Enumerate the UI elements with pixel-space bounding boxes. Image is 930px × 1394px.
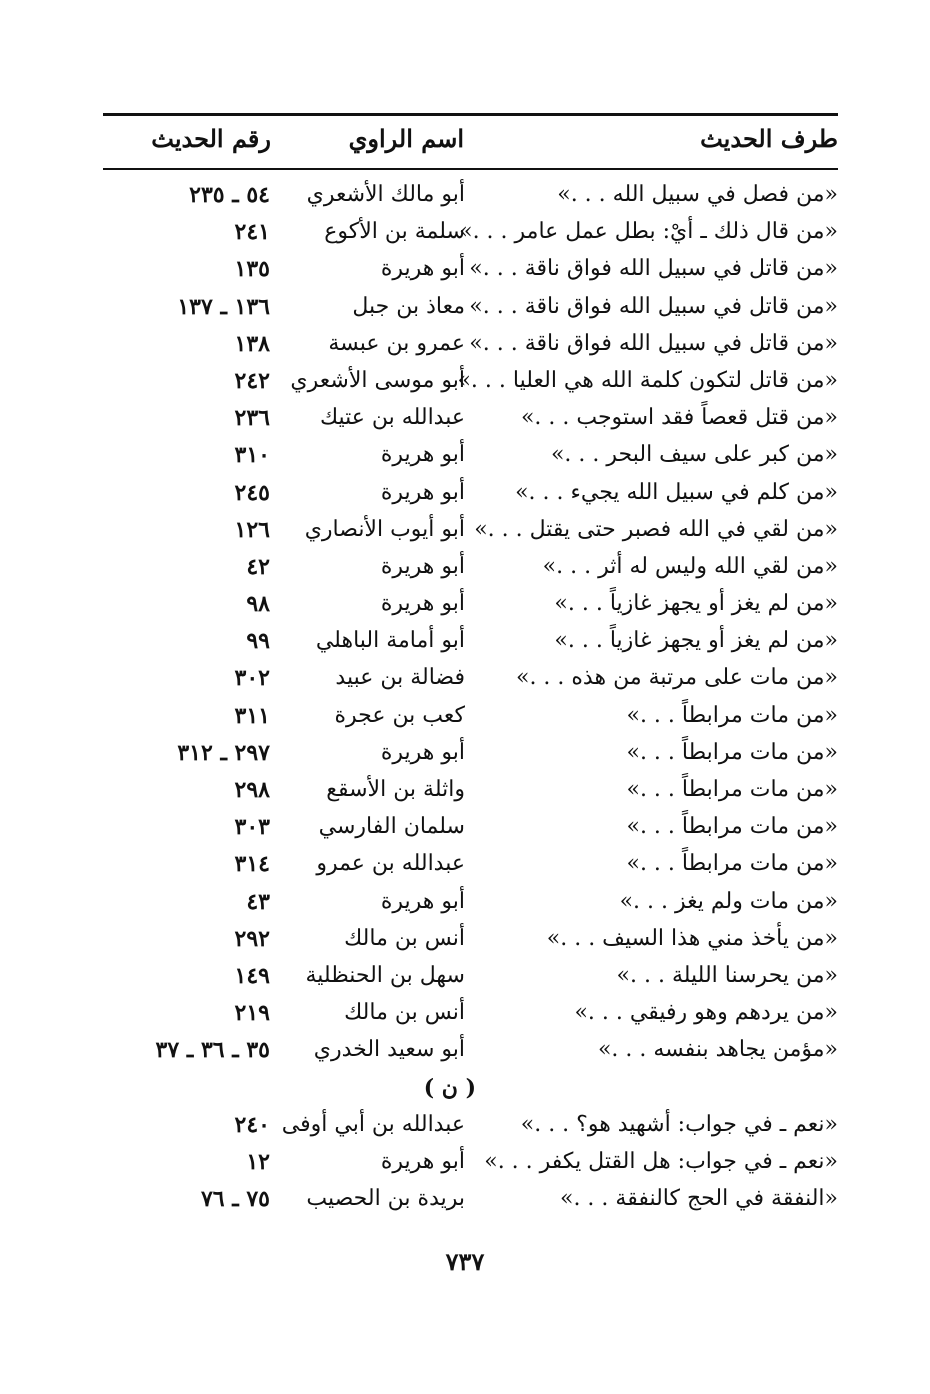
table-row [103,626,838,663]
narrator-name: أبو سعيد الخدري [313,1037,465,1063]
header-text-column: طرف الحديث [700,124,838,153]
table-row [103,254,838,291]
hadith-text: «من مات مرابطاً . . .» [626,777,838,802]
hadith-text: «من مات مرابطاً . . .» [626,814,838,840]
hadith-text: «من قاتل في سبيل الله فواق ناقة . . .» [469,256,838,282]
hadith-number: ٣٥ ـ ٣٦ ـ ٣٧ [155,1037,270,1064]
table-row [103,738,838,775]
narrator-name: أبو مالك الأشعري [306,182,465,207]
table-row [103,775,838,812]
narrator-name: عبدالله بن عتيك [319,405,465,431]
narrator-name: أبو هريرة [380,591,465,617]
table-row [103,1147,838,1184]
table-row [103,849,838,886]
table-row [103,998,838,1035]
narrator-name: معاذ بن جبل [352,293,465,319]
table-row [103,440,838,477]
hadith-number: ٣١٠ [234,442,270,469]
narrator-name: أبو أيوب الأنصاري [304,516,465,542]
hadith-number: ١٣٥ [234,256,270,283]
hadith-text: «مؤمن يجاهد بنفسه . . .» [597,1037,838,1063]
table-row [103,403,838,440]
hadith-number: ٢٤٢ [234,367,270,394]
header-narrator-column: اسم الراوي [348,124,464,153]
hadith-number: ٣١٤ [234,851,270,878]
hadith-number: ٩٨ [246,591,270,618]
hadith-number: ٢٩٢ [234,925,270,952]
hadith-text: «من قاتل في سبيل الله فواق ناقة . . .» [469,330,838,356]
table-row [103,1184,838,1221]
table-row [103,663,838,700]
hadith-text: «من لقي في الله فصبر حتى يقتل . . .» [474,516,838,542]
hadith-text: «من لم يغز أو يجهز غازياً . . .» [554,591,838,617]
hadith-text: «من مات مرابطاً . . .» [626,702,838,728]
hadith-number: ٩٩ [246,628,270,655]
hadith-number: ١٢٦ [234,516,270,543]
hadith-text: «نعم ـ في جواب: أشهيد هو؟ . . .» [520,1111,838,1137]
hadith-number: ٢٤٥ [234,479,270,506]
hadith-text: «من كلم في سبيل الله يجيء . . .» [515,479,838,505]
narrator-name: أبو هريرة [380,479,465,505]
hadith-number: ٧٥ ـ ٧٦ [200,1186,270,1213]
hadith-number: ٢٤٠ [234,1111,270,1138]
hadith-number: ٢٩٨ [234,777,270,803]
hadith-text: «من مات على مرتبة من هذه . . .» [515,665,838,691]
hadith-number: ٤٣ [246,888,270,915]
hadith-text: «من مات ولم يغز . . .» [619,888,838,914]
hadith-number: ٥٤ ـ ٢٣٥ [189,182,270,208]
narrator-name: سهل بن الحنظلية [305,962,465,988]
narrator-name: سلمة بن الأكوع [324,219,465,245]
table-row [103,1110,838,1147]
narrator-name: أبو هريرة [380,739,465,765]
hadith-text: «من مات مرابطاً . . .» [626,739,838,765]
hadith-text: «من يردهم وهو رفيقي . . .» [574,1000,838,1026]
narrator-name: أنس بن مالك [344,1000,465,1026]
hadith-text: «من يحرسنا الليلة . . .» [616,962,838,988]
section-heading: ( ن ) [423,1074,476,1101]
narrator-name: أبو هريرة [380,442,465,468]
hadith-text: «النفقة في الحج كالنفقة . . .» [559,1186,838,1212]
hadith-text: «من لم يغز أو يجهز غازياً . . .» [554,628,838,654]
table-row [103,180,838,217]
hadith-number: ٣١١ [234,702,270,729]
narrator-name: أنس بن مالك [344,925,465,951]
table-row [103,217,838,254]
header-rule [103,168,838,170]
narrator-name: بريدة بن الحصيب [306,1186,465,1212]
hadith-text: «من يأخذ مني هذا السيف . . .» [546,925,838,951]
hadith-text: «من مات مرابطاً . . .» [626,851,838,877]
hadith-text: «من قتل قعصاً فقد استوجب . . .» [520,405,838,431]
narrator-name: أبو هريرة [380,256,465,282]
table-row [103,366,838,403]
narrator-name: سلمان الفارسي [318,814,465,840]
narrator-name: عمرو بن عبسة [328,330,465,356]
hadith-number: ١٢ [246,1148,270,1175]
hadith-number: ٢٩٧ ـ ٣١٢ [177,739,270,766]
hadith-number: ١٣٦ ـ ١٣٧ [177,293,270,320]
hadith-number: ٣٠٢ [234,665,270,692]
table-row [103,292,838,329]
header-number-column: رقم الحديث [151,124,271,153]
hadith-number: ٢١٩ [234,1000,270,1027]
hadith-text: «نعم ـ في جواب: هل القتل يكفر . . .» [484,1148,838,1174]
narrator-name: فضالة بن عبيد [335,665,465,691]
hadith-number: ٤٢ [246,553,270,580]
table-row [103,961,838,998]
narrator-name: عبدالله بن أبي أوفى [281,1111,465,1137]
hadith-text: «من فصل في سبيل الله . . .» [557,182,838,207]
hadith-text: «من قال ذلك ـ أيْ: بطل عمل عامر . . .» [459,219,838,245]
table-row [103,701,838,738]
table-row [103,589,838,626]
page-number: ٧٣٧ [445,1247,485,1276]
index-table [103,180,838,1221]
table-row [103,1035,838,1072]
narrator-name: أبو موسى الأشعري [290,367,465,393]
table-row [103,812,838,849]
narrator-name: أبو هريرة [380,1148,465,1174]
narrator-name: واثلة بن الأسقع [326,777,465,802]
hadith-number: ٣٠٣ [234,814,270,841]
table-row [103,329,838,366]
hadith-number: ٢٤١ [234,219,270,246]
table-row [103,515,838,552]
hadith-number: ١٤٩ [234,962,270,989]
table-row [103,924,838,961]
narrator-name: كعب بن عجرة [334,702,465,728]
table-row [103,552,838,589]
hadith-text: «من لقي الله وليس له أثر . . .» [542,553,838,579]
hadith-number: ٢٣٦ [234,405,270,432]
hadith-number: ١٣٨ [234,330,270,357]
narrator-name: عبدالله بن عمرو [316,851,465,877]
section-heading-row [103,1073,838,1110]
narrator-name: أبو هريرة [380,553,465,579]
narrator-name: أبو أمامة الباهلي [315,628,465,654]
table-header [103,124,838,164]
table-row [103,887,838,924]
narrator-name: أبو هريرة [380,888,465,914]
hadith-text: «من كبر على سيف البحر . . .» [550,442,838,468]
hadith-text: «من قاتل في سبيل الله فواق ناقة . . .» [469,293,838,319]
hadith-text: «من قاتل لتكون كلمة الله هي العليا . . .» [457,367,838,393]
table-row [103,478,838,515]
top-rule [103,113,838,116]
